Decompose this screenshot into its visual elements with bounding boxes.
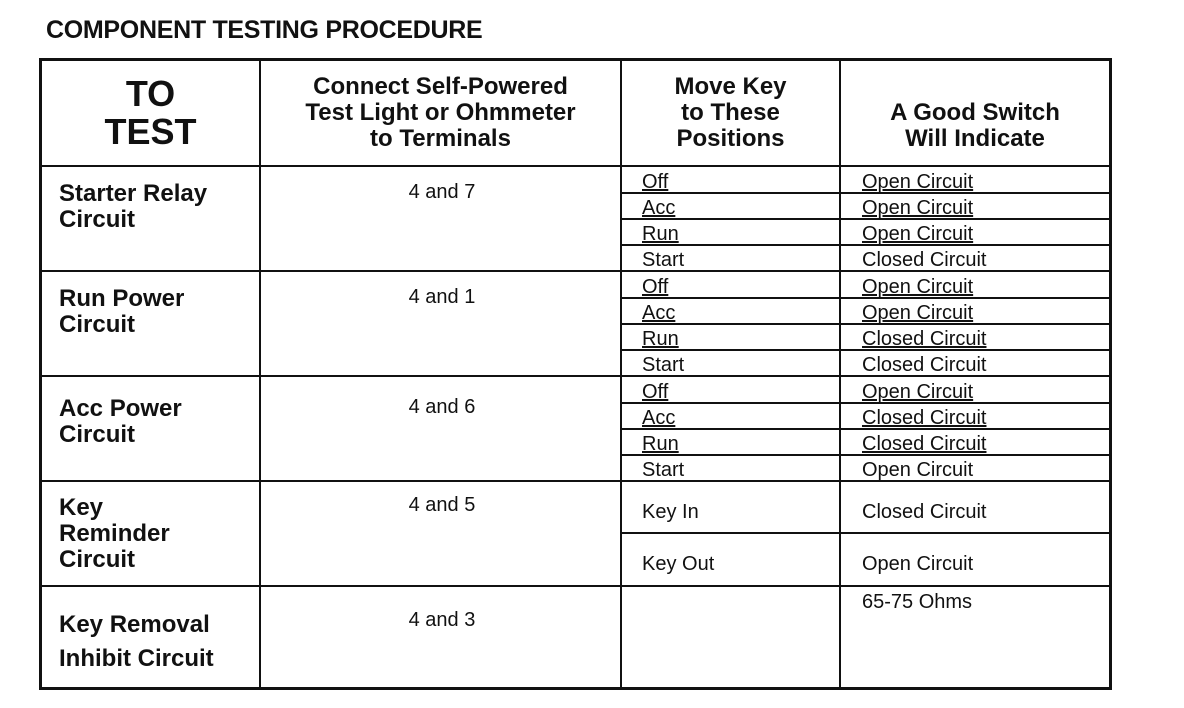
subrow-divider	[620, 532, 1109, 534]
key-position: Off	[642, 276, 669, 298]
switch-result: Open Circuit	[862, 276, 974, 298]
test-name-acc-power: Acc Power Circuit	[59, 395, 182, 448]
switch-result: Closed Circuit	[862, 501, 987, 523]
test-name-run-power: Run Power Circuit	[59, 285, 185, 338]
key-position: Run	[642, 223, 679, 245]
key-position: Acc	[642, 197, 676, 219]
switch-result: Closed Circuit	[862, 407, 987, 429]
terminals-value: 4 and 3	[408, 609, 476, 631]
key-position: Off	[642, 381, 669, 403]
row-divider	[42, 585, 1109, 587]
switch-result: 65-75 Ohms	[862, 591, 973, 613]
key-position: Acc	[642, 302, 676, 324]
key-position: Key In	[642, 501, 699, 523]
switch-result: Closed Circuit	[862, 433, 987, 455]
test-name-key-removal-inhibit: Key Removal Inhibit Circuit	[59, 611, 214, 672]
switch-result: Closed Circuit	[862, 328, 987, 350]
key-position: Run	[642, 433, 679, 455]
row-divider	[42, 165, 1109, 167]
key-position: Start	[642, 354, 685, 376]
switch-result: Closed Circuit	[862, 354, 987, 376]
switch-result: Open Circuit	[862, 223, 974, 245]
switch-result: Open Circuit	[862, 197, 974, 219]
test-name-starter-relay: Starter Relay Circuit	[59, 180, 208, 233]
key-position: Run	[642, 328, 679, 350]
switch-result: Open Circuit	[862, 302, 974, 324]
switch-result: Open Circuit	[862, 171, 974, 193]
terminals-value: 4 and 6	[408, 396, 476, 418]
test-name-key-reminder: Key Reminder Circuit	[59, 494, 170, 573]
switch-result: Open Circuit	[862, 459, 974, 481]
terminals-value: 4 and 5	[408, 494, 476, 516]
switch-result: Closed Circuit	[862, 249, 987, 271]
key-position: Acc	[642, 407, 676, 429]
key-position: Off	[642, 171, 669, 193]
key-position: Start	[642, 459, 685, 481]
header-positions: Move Key to These Positions	[674, 73, 787, 152]
header-terminals: Connect Self-Powered Test Light or Ohmmeter to Terminals	[305, 73, 576, 152]
switch-result: Open Circuit	[862, 553, 974, 575]
component-testing-table	[39, 58, 1112, 690]
terminals-value: 4 and 7	[408, 181, 476, 203]
key-position: Key Out	[642, 553, 715, 575]
key-position: Start	[642, 249, 685, 271]
header-indicate: A Good Switch Will Indicate	[890, 99, 1060, 152]
header-to-test: TO TEST	[104, 73, 197, 152]
terminals-value: 4 and 1	[408, 286, 476, 308]
page-title: COMPONENT TESTING PROCEDURE	[46, 16, 483, 44]
switch-result: Open Circuit	[862, 381, 974, 403]
